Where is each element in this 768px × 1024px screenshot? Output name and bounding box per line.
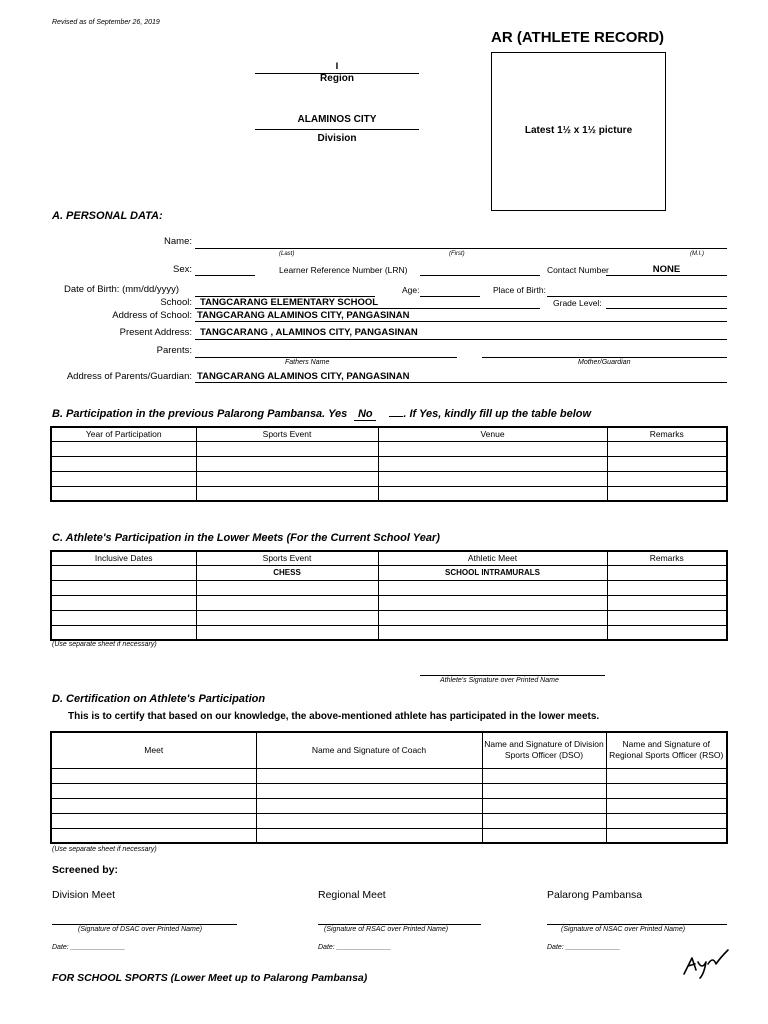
column-header: Athletic Meet [378,551,607,565]
last-name-caption: (Last) [279,251,295,257]
table-cell[interactable]: SCHOOL INTRAMURALS [378,565,607,580]
contact-value[interactable]: NONE [652,264,681,275]
picture-box[interactable] [491,52,666,211]
name-field[interactable] [195,248,727,249]
nsac-signature-caption: (Signature of NSAC over Printed Name) [561,926,686,933]
table-cell[interactable] [51,768,256,783]
handwritten-initials [680,944,732,980]
table-cell[interactable] [607,595,727,610]
table-cell[interactable] [256,798,482,813]
table-cell[interactable] [51,441,196,456]
mother-field[interactable] [482,357,727,358]
table-header-row [51,551,727,565]
section-c-heading: C. Athlete's Participation in the Lower Meets (For the Current School Year) [52,532,440,544]
table-cell[interactable] [196,486,378,501]
national-date-field[interactable]: Date: ______________ [547,944,621,951]
sex-label: Sex: [172,264,192,275]
revision-note: Revised as of September 26, 2019 [52,19,160,26]
school-address-label: Address of School: [112,310,192,321]
table-row [51,595,727,610]
table-cell[interactable] [607,441,727,456]
table-cell[interactable] [51,798,256,813]
column-header: Name and Signature of Regional Sports Officer (RSO) [606,732,727,768]
table-cell[interactable] [606,768,727,783]
column-header: Inclusive Dates [51,551,196,565]
table-cell[interactable] [51,610,196,625]
lower-meets-table [50,550,728,641]
table-cell[interactable] [607,580,727,595]
table-cell[interactable] [378,580,607,595]
table-cell[interactable] [606,783,727,798]
table-cell[interactable] [51,783,256,798]
table-cell[interactable] [378,610,607,625]
table-cell[interactable] [482,768,606,783]
contact-field [606,275,727,276]
table-cell[interactable] [378,441,607,456]
parents-address-value[interactable]: TANGCARANG ALAMINOS CITY, PANGASINAN [197,371,410,382]
table-cell[interactable] [606,828,727,843]
table-cell[interactable] [607,565,727,580]
table-cell[interactable] [51,456,196,471]
table-cell[interactable] [607,625,727,640]
table-cell[interactable] [256,783,482,798]
table-cell[interactable]: CHESS [196,565,378,580]
column-header: Remarks [607,427,727,441]
school-field [195,308,540,309]
table-row [51,471,727,486]
section-b-heading [52,408,591,421]
palarong-pambansa-label: Palarong Pambansa [547,889,643,901]
previous-palaro-answer[interactable]: No [354,408,376,421]
table-cell[interactable] [51,471,196,486]
division-line [255,129,419,130]
lrn-field[interactable] [420,275,540,276]
table-cell[interactable] [196,610,378,625]
school-address-field [195,321,727,322]
dob-label: Date of Birth: (mm/dd/yyyy) [64,284,180,295]
school-value[interactable]: TANGCARANG ELEMENTARY SCHOOL [200,297,379,308]
name-label: Name: [164,236,192,247]
sex-field[interactable] [195,275,255,276]
table-row [51,768,727,783]
table-row [51,798,727,813]
table-cell[interactable] [51,486,196,501]
table-row [51,625,727,640]
lrn-label: Learner Reference Number (LRN) [279,265,408,275]
previous-palaro-table [50,426,728,502]
contact-label: Contact Number [547,265,609,275]
table-cell[interactable] [51,565,196,580]
mother-caption: Mother/Guardian [578,359,631,366]
table-header-row [51,427,727,441]
form-title: AR (ATHLETE RECORD) [491,29,665,46]
table-cell[interactable] [378,456,607,471]
section-b-heading-text: B. Participation in the previous Palarong Pambansa. Yes [52,408,348,420]
parents-label: Parents: [156,345,192,356]
table-cell[interactable] [51,828,256,843]
column-header: Year of Participation [51,427,196,441]
present-address-value[interactable]: TANGCARANG , ALAMINOS CITY, PANGASINAN [200,327,418,338]
rsac-signature-caption: (Signature of RSAC over Printed Name) [324,926,449,933]
father-field[interactable] [195,357,457,358]
table-row [51,565,727,580]
table-cell[interactable] [607,471,727,486]
table-row [51,610,727,625]
certification-table [50,731,728,844]
table-cell[interactable] [196,625,378,640]
regional-meet-label: Regional Meet [318,889,386,901]
table-cell[interactable] [378,486,607,501]
column-header: Name and Signature of Coach [256,732,482,768]
table-cell[interactable] [256,768,482,783]
table-cell[interactable] [607,456,727,471]
table-row [51,580,727,595]
region-label: Region [320,73,354,84]
place-of-birth-field[interactable] [547,296,727,297]
table-cell[interactable] [607,486,727,501]
table-cell[interactable] [482,828,606,843]
nsac-signature-line[interactable] [547,924,727,925]
grade-level-label: Grade Level: [553,298,602,308]
section-b-heading-suffix: . If Yes, kindly fill up the table below [403,408,592,420]
regional-date-field[interactable]: Date: ______________ [318,944,392,951]
table-cell[interactable] [482,813,606,828]
age-label: Age: [402,285,420,295]
column-header: Sports Event [196,551,378,565]
region-value[interactable]: I [335,61,339,72]
table-row [51,441,727,456]
table-row [51,456,727,471]
athlete-signature-caption: Athlete's Signature over Printed Name [440,677,559,684]
table-cell[interactable] [378,625,607,640]
separate-sheet-note: (Use separate sheet if necessary) [52,641,157,648]
dsac-signature-line[interactable] [52,924,237,925]
table-header-row [51,732,727,768]
table-cell[interactable] [256,813,482,828]
column-header: Remarks [607,551,727,565]
column-header: Meet [51,732,256,768]
table-cell[interactable] [482,783,606,798]
table-cell[interactable] [196,456,378,471]
mi-caption: (M.I.) [690,251,704,257]
rsac-signature-line[interactable] [318,924,481,925]
table-cell[interactable] [196,471,378,486]
age-field[interactable] [420,296,480,297]
grade-level-field[interactable] [606,308,727,309]
table-cell[interactable] [51,595,196,610]
column-header: Name and Signature of Division Sports Officer (DSO) [482,732,606,768]
table-row [51,783,727,798]
certification-statement: This is to certify that based on our knowledge, the above-mentioned athlete has participated in the lower meets. [68,711,600,722]
division-label: Division [317,133,357,144]
division-value[interactable]: ALAMINOS CITY [297,114,377,125]
footer-note: FOR SCHOOL SPORTS (Lower Meet up to Palarong Pambansa) [52,972,368,984]
division-meet-label: Division Meet [52,889,116,901]
athlete-signature-line[interactable] [420,675,605,676]
table-row [51,813,727,828]
table-cell[interactable] [256,828,482,843]
picture-label: Latest 1½ x 1½ picture [524,125,633,136]
yes-blank[interactable] [389,416,403,417]
column-header: Sports Event [196,427,378,441]
separate-sheet-note-2: (Use separate sheet if necessary) [52,846,157,853]
father-caption: Fathers Name [285,359,330,366]
table-cell[interactable] [196,580,378,595]
present-address-field [195,339,727,340]
table-cell[interactable] [51,625,196,640]
school-address-value[interactable]: TANGCARANG ALAMINOS CITY, PANGASINAN [197,310,410,321]
first-name-caption: (First) [449,251,465,257]
school-label: School: [160,297,192,308]
table-cell[interactable] [378,471,607,486]
present-address-label: Present Address: [119,327,192,338]
parents-address-label: Address of Parents/Guardian: [66,371,192,382]
place-of-birth-label: Place of Birth: [493,285,546,295]
table-cell[interactable] [51,813,256,828]
table-cell[interactable] [378,595,607,610]
table-row [51,828,727,843]
table-cell[interactable] [606,813,727,828]
parents-address-field [195,382,727,383]
table-cell[interactable] [607,610,727,625]
dsac-signature-caption: (Signature of DSAC over Printed Name) [78,926,203,933]
section-d-heading: D. Certification on Athlete's Participation [52,693,266,705]
table-cell[interactable] [482,798,606,813]
table-cell[interactable] [606,798,727,813]
column-header: Venue [378,427,607,441]
table-cell[interactable] [196,441,378,456]
table-cell[interactable] [196,595,378,610]
table-cell[interactable] [51,580,196,595]
table-row [51,486,727,501]
section-a-heading: A. PERSONAL DATA: [52,210,163,222]
division-date-field[interactable]: Date: ______________ [52,944,126,951]
screened-by-heading: Screened by: [52,864,118,876]
